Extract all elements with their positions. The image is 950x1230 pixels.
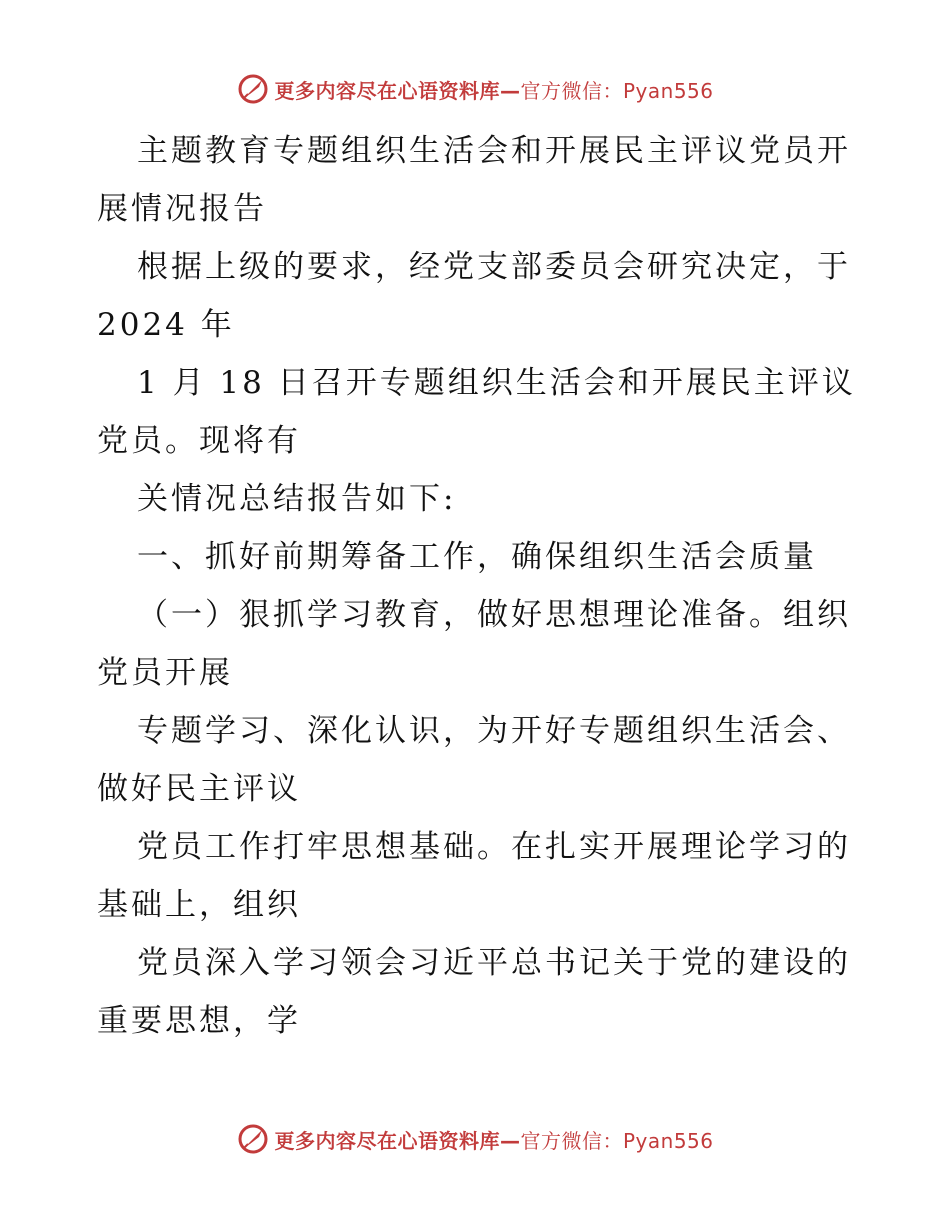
doc-line: 党员深入学习领会习近平总书记关于党的建设的 <box>137 945 851 981</box>
doc-line: 党员。现将有 <box>97 423 301 459</box>
quill-logo-icon <box>236 72 270 106</box>
doc-line: 1 月 18 日召开专题组织生活会和开展民主评议 <box>137 365 856 401</box>
watermark-contact-id: Pyan556 <box>622 78 714 103</box>
doc-line: 根据上级的要求，经党支部委员会研究决定，于 <box>137 249 851 285</box>
watermark-contact-label: 官方微信： <box>520 78 623 103</box>
watermark-text <box>274 75 713 104</box>
doc-title-line-1: 主题教育专题组织生活会和开展民主评议党员开 <box>137 133 851 169</box>
doc-line: 做好民主评议 <box>97 771 301 807</box>
watermark-contact-label: 官方微信： <box>520 1128 623 1153</box>
quill-logo-icon <box>236 1122 270 1156</box>
watermark-dash: — <box>499 78 521 103</box>
doc-subsection-heading: （一）狠抓学习教育，做好思想理论准备。组织 <box>137 597 851 633</box>
doc-section-heading: 一、抓好前期筹备工作，确保组织生活会质量 <box>137 539 817 575</box>
watermark-site: 更多内容尽在心语资料库 <box>274 1128 500 1153</box>
doc-line: 2024 年 <box>97 307 235 343</box>
doc-line: 关情况总结报告如下: <box>137 481 457 517</box>
document-body <box>97 122 867 1050</box>
doc-title-line-2: 展情况报告 <box>97 191 267 227</box>
doc-line: 基础上，组织 <box>97 887 301 923</box>
footer-watermark <box>0 1119 950 1159</box>
watermark-contact-id: Pyan556 <box>622 1128 714 1153</box>
doc-line: 党员工作打牢思想基础。在扎实开展理论学习的 <box>137 829 851 865</box>
doc-line: 重要思想，学 <box>97 1003 301 1039</box>
doc-line: 党员开展 <box>97 655 233 691</box>
watermark-site: 更多内容尽在心语资料库 <box>274 78 500 103</box>
header-watermark <box>0 69 950 109</box>
doc-line: 专题学习、深化认识，为开好专题组织生活会、 <box>137 713 851 749</box>
watermark-dash: — <box>499 1128 521 1153</box>
watermark-text <box>274 1125 713 1154</box>
